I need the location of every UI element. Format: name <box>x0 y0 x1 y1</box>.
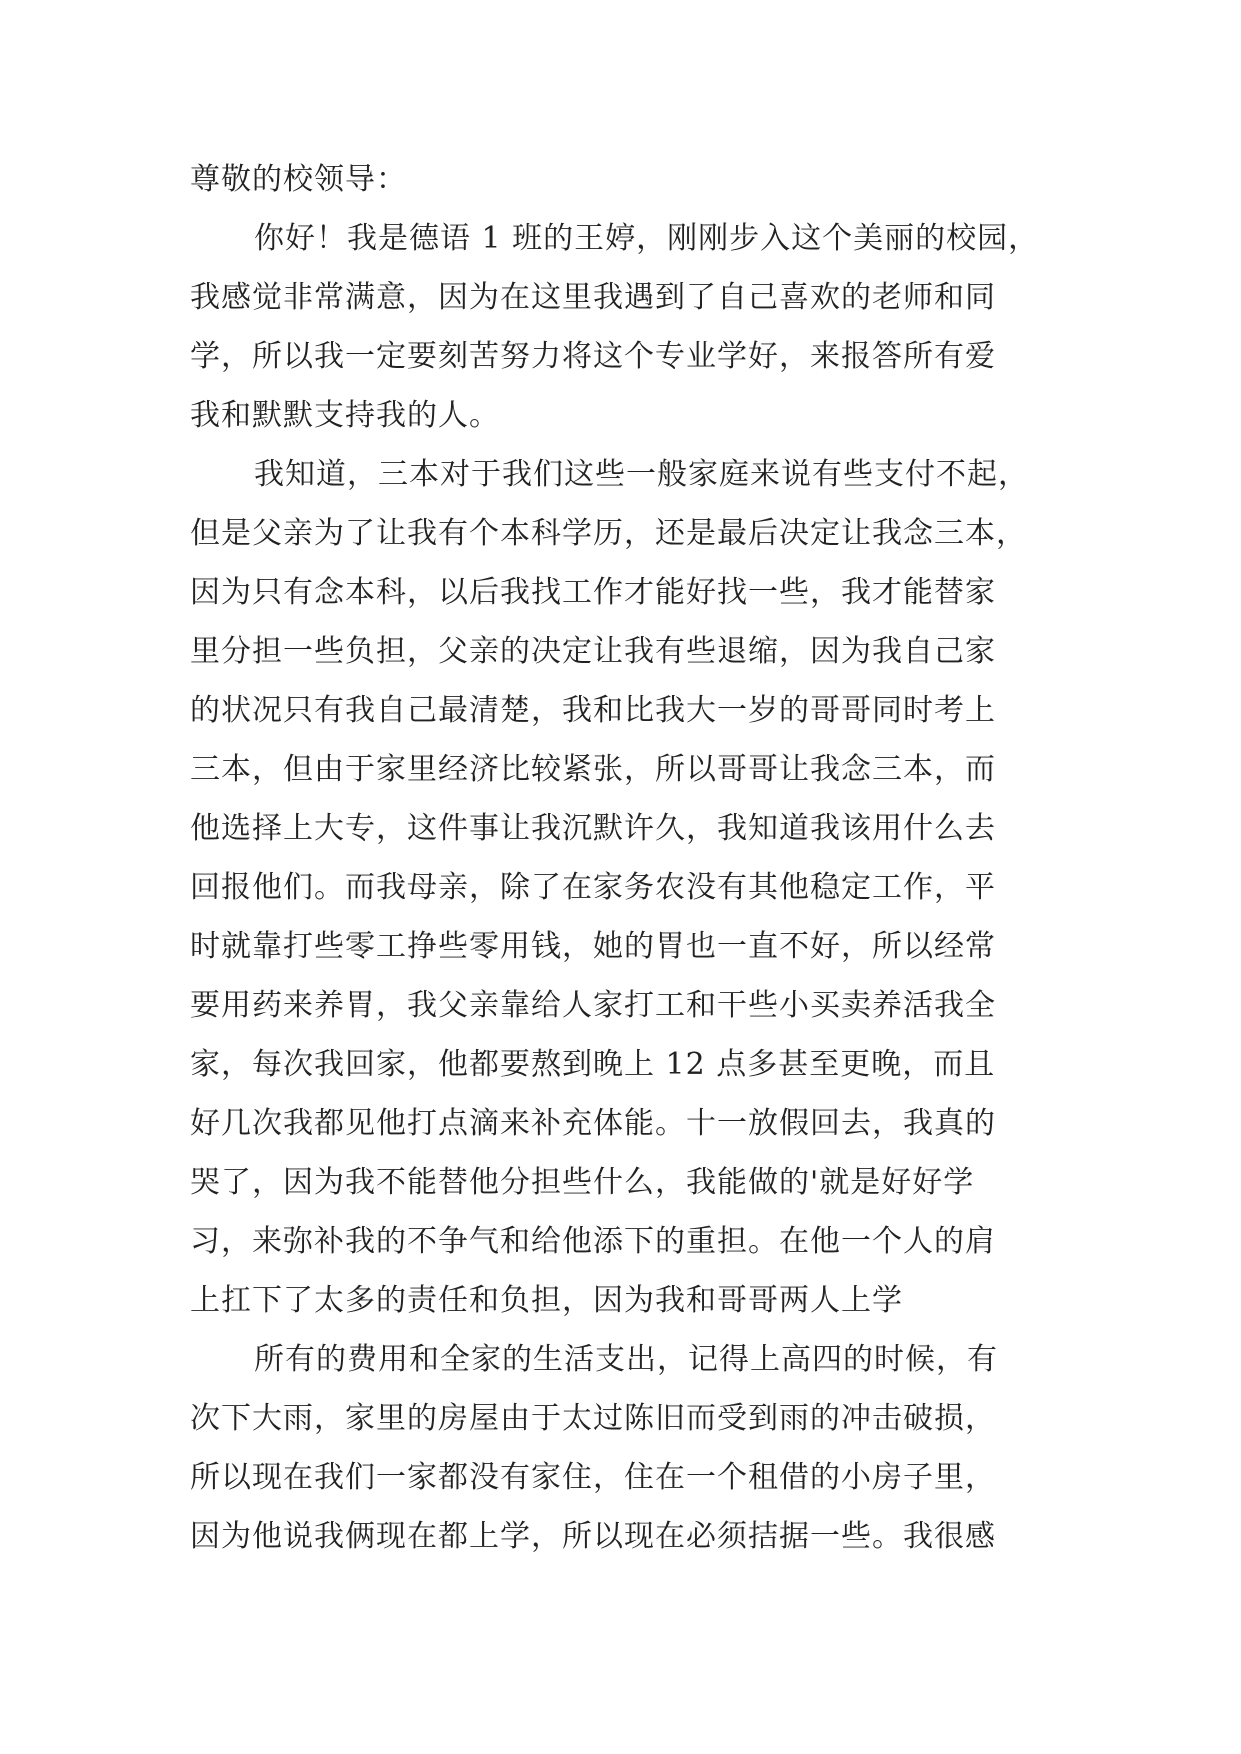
letter-body <box>190 150 1050 1566</box>
paragraph-2-line-5: 的状况只有我自己最清楚，我和比我大一岁的哥哥同时考上 <box>190 693 996 728</box>
paragraph-3-line-3: 所以现在我们一家都没有家住，住在一个租借的小房子里， <box>190 1460 996 1495</box>
paragraph-2-line-4: 里分担一些负担，父亲的决定让我有些退缩，因为我自己家 <box>190 634 996 669</box>
paragraph-2-line-14: 习，来弥补我的不争气和给他添下的重担。在他一个人的肩 <box>190 1224 996 1259</box>
paragraph-2-line-15: 上扛下了太多的责任和负担，因为我和哥哥两人上学 <box>190 1283 903 1318</box>
paragraph-2-line-12: 好几次我都见他打点滴来补充体能。十一放假回去，我真的 <box>190 1106 996 1141</box>
paragraph-2-line-10: 要用药来养胃，我父亲靠给人家打工和干些小买卖养活我全 <box>190 988 996 1023</box>
paragraph-3-line-2: 次下大雨，家里的房屋由于太过陈旧而受到雨的冲击破损， <box>190 1401 996 1436</box>
paragraph-2-line-8: 回报他们。而我母亲，除了在家务农没有其他稳定工作，平 <box>190 870 996 905</box>
paragraph-2-line-2: 但是父亲为了让我有个本科学历，还是最后决定让我念三本， <box>190 516 1027 551</box>
paragraph-1-line-4: 我和默默支持我的人。 <box>190 398 500 433</box>
paragraph-2-line-11: 家，每次我回家，他都要熬到晚上 12 点多甚至更晚，而且 <box>190 1047 996 1082</box>
paragraph-3-line-4: 因为他说我俩现在都上学，所以现在必须拮据一些。我很感 <box>190 1519 996 1554</box>
paragraph-2-line-6: 三本，但由于家里经济比较紧张，所以哥哥让我念三本，而 <box>190 752 996 787</box>
paragraph-1-line-1: 你好！我是德语 1 班的王婷，刚刚步入这个美丽的校园， <box>254 221 1040 256</box>
paragraph-1-line-3: 学，所以我一定要刻苦努力将这个专业学好，来报答所有爱 <box>190 339 996 374</box>
paragraph-3-line-1: 所有的费用和全家的生活支出，记得上高四的时候，有 <box>254 1342 998 1377</box>
paragraph-2-line-9: 时就靠打些零工挣些零用钱，她的胃也一直不好，所以经常 <box>190 929 996 964</box>
paragraph-2-line-3: 因为只有念本科，以后我找工作才能好找一些，我才能替家 <box>190 575 996 610</box>
salutation: 尊敬的校领导： <box>190 162 407 197</box>
paragraph-2-line-13: 哭了，因为我不能替他分担些什么，我能做的'就是好好学 <box>190 1165 975 1200</box>
paragraph-2-line-7: 他选择上大专，这件事让我沉默许久，我知道我该用什么去 <box>190 811 996 846</box>
paragraph-1-line-2: 我感觉非常满意，因为在这里我遇到了自己喜欢的老师和同 <box>190 280 996 315</box>
paragraph-2-line-1: 我知道，三本对于我们这些一般家庭来说有些支付不起， <box>254 457 1029 492</box>
